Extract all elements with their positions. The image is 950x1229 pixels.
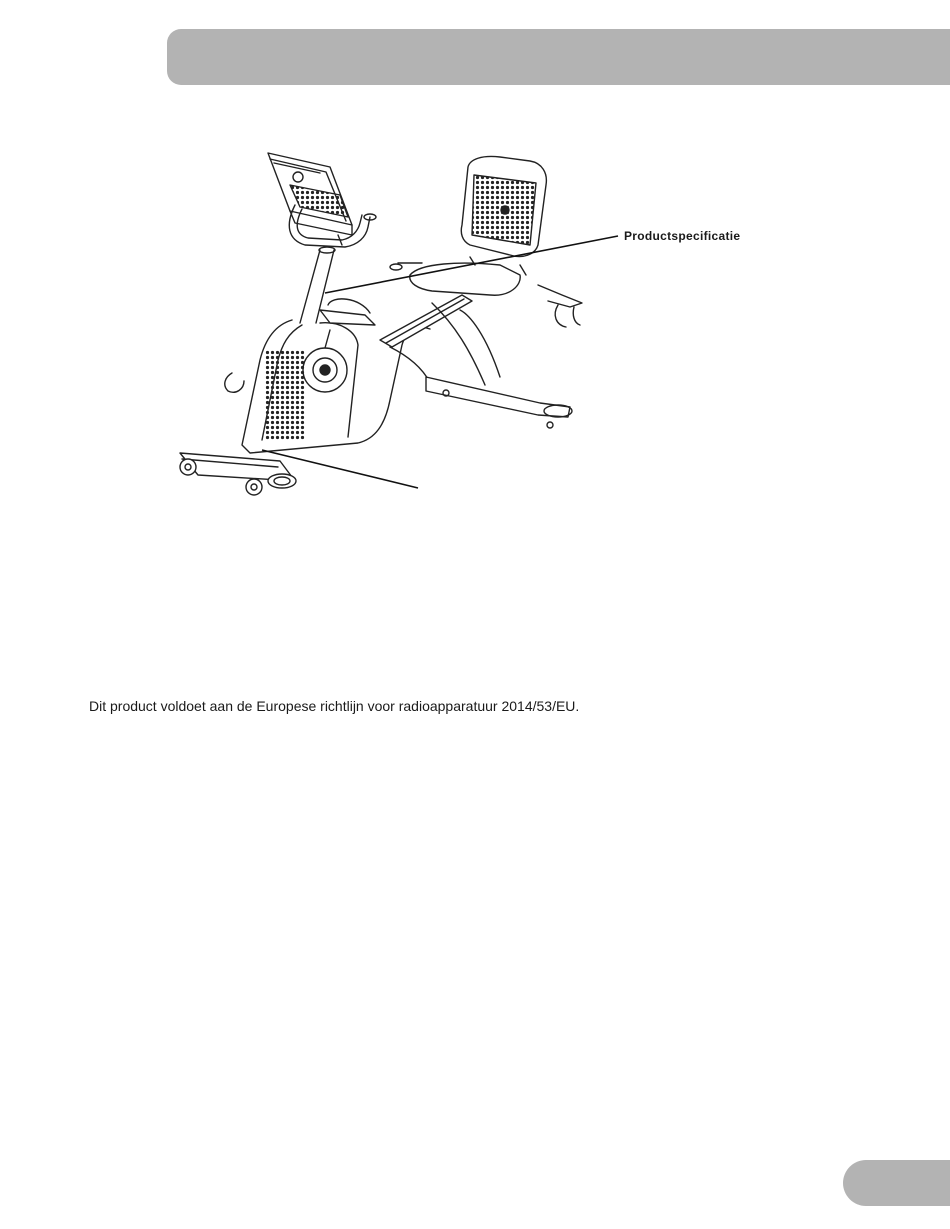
- frame-body-icon: [225, 299, 430, 453]
- page-number-tab: [843, 1160, 950, 1206]
- recumbent-bike-illustration: [170, 145, 590, 505]
- seat-rail-icon: [380, 295, 500, 387]
- front-stabilizer-icon: [180, 453, 296, 495]
- product-spec-callout-label: Productspecificatie: [624, 229, 741, 243]
- compliance-statement: Dit product voldoet aan de Europese richtlijn voor radioapparatuur 2014/53/EU.: [89, 698, 580, 714]
- console-icon: [268, 153, 352, 235]
- header-bar: [167, 29, 950, 85]
- rear-stabilizer-icon: [426, 377, 572, 428]
- seat-icon: [390, 156, 582, 327]
